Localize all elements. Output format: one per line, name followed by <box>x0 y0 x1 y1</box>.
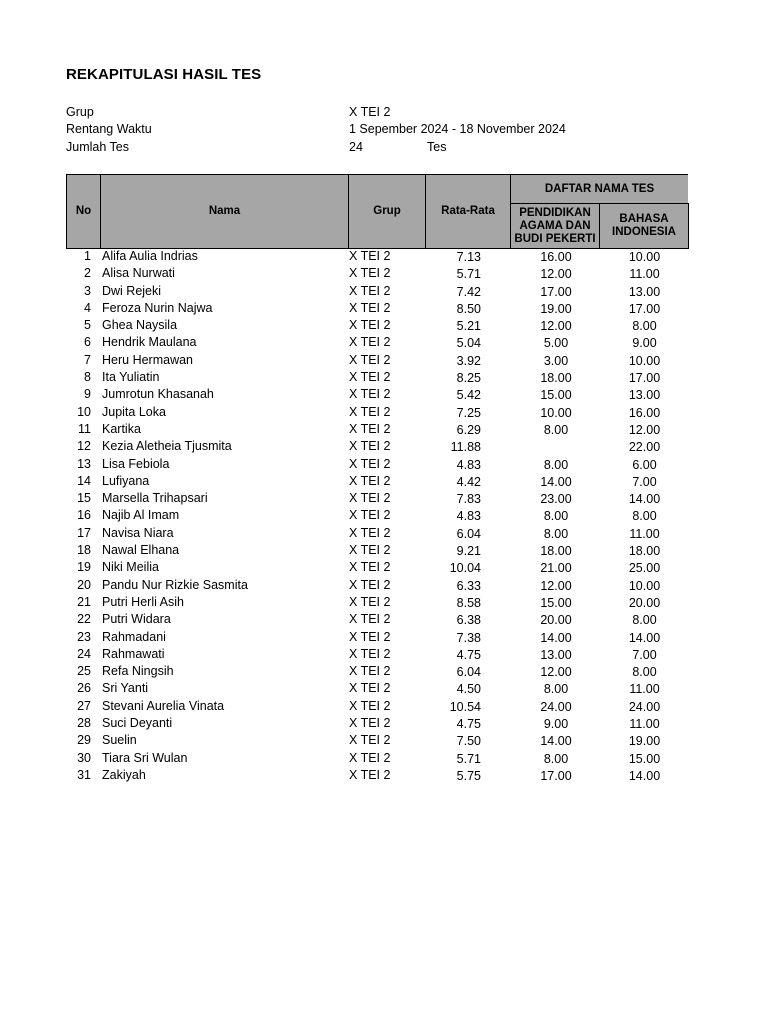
row-no: 30 <box>77 750 91 765</box>
row-grup: X TEI 2 <box>349 664 391 679</box>
row-rata-rata: 4.83 <box>456 457 481 472</box>
row-score-bahasa: 17.00 <box>628 371 661 386</box>
rentang-waktu-label: Rentang Waktu <box>66 122 152 136</box>
row-nama: Marsella Trihapsari <box>102 491 208 506</box>
row-no: 24 <box>77 646 91 661</box>
row-no: 15 <box>77 491 91 506</box>
row-score-bahasa: 8.00 <box>632 613 657 628</box>
row-score-bahasa: 14.00 <box>628 630 661 645</box>
table-row <box>66 767 688 784</box>
row-grup: X TEI 2 <box>349 352 391 367</box>
row-no: 31 <box>77 767 91 782</box>
jumlah-tes-label: Jumlah Tes <box>66 140 129 154</box>
row-rata-rata: 7.42 <box>456 284 481 299</box>
row-rata-rata: 6.38 <box>456 613 481 628</box>
row-score-agama: 12.00 <box>540 267 572 282</box>
table-row <box>66 680 688 697</box>
row-nama: Navisa Niara <box>102 525 174 540</box>
row-score-agama: 8.00 <box>543 509 569 524</box>
row-grup: X TEI 2 <box>349 543 391 558</box>
row-nama: Ghea Naysila <box>102 318 178 333</box>
row-nama: Alifa Aulia Indrias <box>102 249 198 263</box>
row-no: 26 <box>77 681 91 696</box>
row-grup: X TEI 2 <box>349 491 391 506</box>
row-no: 27 <box>77 698 91 713</box>
row-score-bahasa: 11.00 <box>629 267 660 282</box>
row-nama: Putri Herli Asih <box>102 594 184 609</box>
table-row <box>66 456 688 473</box>
row-nama: Sri Yanti <box>102 681 149 696</box>
page-title: REKAPITULASI HASIL TES <box>66 66 262 83</box>
row-nama: Putri Widara <box>102 612 171 627</box>
row-nama: Niki Meilia <box>102 560 159 575</box>
row-grup: X TEI 2 <box>349 335 391 350</box>
header-subject-bahasa: BAHASA INDONESIA <box>599 203 689 249</box>
row-grup: X TEI 2 <box>349 266 391 281</box>
table-row <box>66 265 688 282</box>
header-rata-rata: Rata-Rata <box>425 174 511 249</box>
row-score-bahasa: 24.00 <box>628 699 661 714</box>
row-score-agama: 8.00 <box>543 526 569 541</box>
row-score-bahasa: 20.00 <box>628 595 661 610</box>
row-score-bahasa: 17.00 <box>628 301 661 316</box>
row-score-agama: 17.00 <box>540 284 572 299</box>
row-no: 16 <box>77 508 91 523</box>
row-score-agama: 20.00 <box>540 613 572 628</box>
row-grup: X TEI 2 <box>349 370 391 385</box>
row-no: 18 <box>77 543 91 558</box>
table-row <box>66 507 688 524</box>
table-row <box>66 732 688 749</box>
table-row <box>66 577 688 594</box>
row-rata-rata: 5.71 <box>456 751 481 766</box>
row-score-bahasa: 11.00 <box>629 526 660 541</box>
table-row <box>66 490 688 507</box>
row-nama: Nawal Elhana <box>102 543 180 558</box>
header-subject-agama: PENDIDIKAN AGAMA DAN BUDI PEKERTI <box>510 203 600 249</box>
row-score-bahasa: 7.00 <box>632 474 657 489</box>
row-score-agama: 8.00 <box>543 457 569 472</box>
row-grup: X TEI 2 <box>349 473 391 488</box>
row-rata-rata: 4.75 <box>456 647 481 662</box>
row-score-bahasa: 15.00 <box>628 751 661 766</box>
row-grup: X TEI 2 <box>349 577 391 592</box>
row-score-agama: 13.00 <box>540 647 572 662</box>
row-grup: X TEI 2 <box>349 594 391 609</box>
row-score-bahasa: 14.00 <box>628 768 661 783</box>
row-no: 17 <box>77 525 91 540</box>
row-nama: Heru Hermawan <box>102 352 194 367</box>
table-row <box>66 334 688 351</box>
row-score-agama: 16.00 <box>540 250 572 264</box>
table-row <box>66 750 688 767</box>
row-rata-rata: 7.83 <box>456 492 481 507</box>
row-nama: Stevani Aurelia Vinata <box>102 698 225 713</box>
row-rata-rata: 3.92 <box>456 353 481 368</box>
row-no: 14 <box>77 473 91 488</box>
results-table-body <box>66 248 688 784</box>
row-score-bahasa: 16.00 <box>628 405 661 420</box>
row-no: 3 <box>84 283 91 298</box>
row-score-bahasa: 8.00 <box>632 665 657 680</box>
row-nama: Jupita Loka <box>102 404 166 419</box>
row-rata-rata: 4.75 <box>456 717 481 732</box>
table-row <box>66 283 688 300</box>
row-score-agama: 19.00 <box>540 301 572 316</box>
row-grup: X TEI 2 <box>349 508 391 523</box>
row-rata-rata: 6.33 <box>456 578 481 593</box>
row-rata-rata: 8.25 <box>456 371 481 386</box>
row-no: 1 <box>84 249 91 263</box>
table-row <box>66 629 688 646</box>
row-score-agama: 12.00 <box>540 319 572 334</box>
row-score-bahasa: 10.00 <box>628 250 661 264</box>
row-nama: Feroza Nurin Najwa <box>102 300 213 315</box>
row-no: 23 <box>77 629 91 644</box>
row-nama: Zakiyah <box>102 767 146 782</box>
row-score-bahasa: 18.00 <box>628 544 661 559</box>
row-score-agama: 8.00 <box>543 682 569 697</box>
row-rata-rata: 5.75 <box>456 768 481 783</box>
row-no: 12 <box>77 439 91 454</box>
row-no: 29 <box>77 733 91 748</box>
table-row <box>66 698 688 715</box>
row-score-agama: 23.00 <box>540 492 572 507</box>
row-nama: Pandu Nur Rizkie Sasmita <box>102 577 248 592</box>
row-score-agama: 9.00 <box>543 717 569 732</box>
row-grup: X TEI 2 <box>349 698 391 713</box>
row-grup: X TEI 2 <box>349 300 391 315</box>
row-grup: X TEI 2 <box>349 421 391 436</box>
table-row <box>66 352 688 369</box>
jumlah-tes-value: 24 <box>349 140 363 154</box>
row-rata-rata: 9.21 <box>456 544 481 559</box>
row-grup: X TEI 2 <box>349 716 391 731</box>
row-score-agama: 14.00 <box>540 734 572 749</box>
row-rata-rata: 4.50 <box>456 682 481 697</box>
row-grup: X TEI 2 <box>349 404 391 419</box>
row-nama: Jumrotun Khasanah <box>102 387 214 402</box>
row-rata-rata: 6.29 <box>456 422 481 437</box>
header-grup: Grup <box>348 174 426 249</box>
row-nama: Lufiyana <box>102 473 150 488</box>
row-score-bahasa: 8.00 <box>632 319 657 334</box>
row-no: 8 <box>84 370 91 385</box>
grup-label: Grup <box>66 105 94 119</box>
row-score-agama: 21.00 <box>540 561 572 576</box>
row-score-bahasa: 10.00 <box>628 578 661 593</box>
table-row <box>66 715 688 732</box>
table-row <box>66 559 688 576</box>
row-grup: X TEI 2 <box>349 629 391 644</box>
row-grup: X TEI 2 <box>349 283 391 298</box>
row-score-bahasa: 14.00 <box>628 492 661 507</box>
jumlah-tes-unit: Tes <box>427 140 447 154</box>
grup-value: X TEI 2 <box>349 105 391 119</box>
row-nama: Suci Deyanti <box>102 716 173 731</box>
table-row <box>66 525 688 542</box>
row-score-bahasa: 8.00 <box>632 509 657 524</box>
row-rata-rata: 10.54 <box>449 699 481 714</box>
row-nama: Rahmawati <box>102 646 165 661</box>
row-rata-rata: 4.42 <box>456 474 481 489</box>
row-rata-rata: 8.58 <box>456 595 481 610</box>
row-score-agama: 14.00 <box>540 474 572 489</box>
row-grup: X TEI 2 <box>349 525 391 540</box>
row-score-agama: 17.00 <box>540 768 572 783</box>
row-score-agama: 5.00 <box>543 336 569 351</box>
row-rata-rata: 7.25 <box>456 405 481 420</box>
row-no: 22 <box>77 612 91 627</box>
table-row <box>66 404 688 421</box>
table-row <box>66 473 688 490</box>
row-grup: X TEI 2 <box>349 612 391 627</box>
row-rata-rata: 11.88 <box>450 440 481 455</box>
header-daftar-nama-tes: DAFTAR NAMA TES <box>510 174 688 203</box>
row-rata-rata: 6.04 <box>456 665 481 680</box>
row-score-bahasa: 19.00 <box>628 734 661 749</box>
table-row <box>66 611 688 628</box>
row-no: 7 <box>84 352 91 367</box>
row-grup: X TEI 2 <box>349 767 391 782</box>
row-rata-rata: 5.71 <box>456 267 481 282</box>
row-nama: Kartika <box>102 421 141 436</box>
row-rata-rata: 7.13 <box>456 250 481 264</box>
row-no: 13 <box>77 456 91 471</box>
row-score-agama: 15.00 <box>540 595 572 610</box>
row-no: 28 <box>77 716 91 731</box>
row-nama: Dwi Rejeki <box>102 283 162 298</box>
row-no: 19 <box>77 560 91 575</box>
table-row <box>66 542 688 559</box>
row-score-agama: 12.00 <box>540 578 572 593</box>
row-rata-rata: 5.42 <box>456 388 481 403</box>
row-score-bahasa: 6.00 <box>632 457 657 472</box>
row-rata-rata: 4.83 <box>456 509 481 524</box>
rentang-waktu-value: 1 Sepember 2024 - 18 November 2024 <box>349 122 566 136</box>
row-nama: Kezia Aletheia Tjusmita <box>102 439 232 454</box>
row-no: 6 <box>84 335 91 350</box>
table-row <box>66 646 688 663</box>
row-rata-rata: 5.21 <box>456 319 481 334</box>
row-nama: Rahmadani <box>102 629 166 644</box>
row-score-bahasa: 7.00 <box>632 647 657 662</box>
table-row <box>66 317 688 334</box>
table-row <box>66 386 688 403</box>
row-no: 21 <box>77 594 91 609</box>
row-nama: Suelin <box>102 733 137 748</box>
row-grup: X TEI 2 <box>349 387 391 402</box>
row-score-agama: 10.00 <box>540 405 572 420</box>
row-rata-rata: 10.04 <box>449 561 481 576</box>
table-row <box>66 248 688 265</box>
row-no: 10 <box>77 404 91 419</box>
row-rata-rata: 5.04 <box>456 336 481 351</box>
row-grup: X TEI 2 <box>349 560 391 575</box>
row-no: 25 <box>77 664 91 679</box>
row-no: 4 <box>84 300 91 315</box>
table-row <box>66 594 688 611</box>
row-no: 5 <box>84 318 91 333</box>
row-no: 9 <box>84 387 91 402</box>
header-nama: Nama <box>100 174 349 249</box>
row-nama: Alisa Nurwati <box>102 266 175 281</box>
row-score-bahasa: 22.00 <box>628 440 661 455</box>
row-grup: X TEI 2 <box>349 733 391 748</box>
row-score-bahasa: 12.00 <box>628 422 661 437</box>
row-score-agama: 14.00 <box>540 630 572 645</box>
row-grup: X TEI 2 <box>349 681 391 696</box>
row-score-agama: 15.00 <box>540 388 572 403</box>
row-grup: X TEI 2 <box>349 646 391 661</box>
row-score-bahasa: 9.00 <box>632 336 657 351</box>
row-no: 2 <box>84 266 91 281</box>
row-score-agama: 3.00 <box>543 353 569 368</box>
row-rata-rata: 8.50 <box>456 301 481 316</box>
header-no: No <box>66 174 101 249</box>
table-row <box>66 438 688 455</box>
row-score-agama: 18.00 <box>540 371 572 386</box>
row-nama: Lisa Febiola <box>102 456 170 471</box>
row-no: 11 <box>78 421 91 436</box>
row-score-bahasa: 10.00 <box>628 353 661 368</box>
row-no: 20 <box>77 577 91 592</box>
row-rata-rata: 7.50 <box>456 734 481 749</box>
row-score-bahasa: 11.00 <box>629 682 660 697</box>
row-score-agama: 12.00 <box>540 665 572 680</box>
row-nama: Najib Al Imam <box>102 508 180 523</box>
row-score-bahasa: 11.00 <box>629 717 660 732</box>
row-score-bahasa: 13.00 <box>628 284 661 299</box>
table-row <box>66 663 688 680</box>
row-grup: X TEI 2 <box>349 439 391 454</box>
row-nama: Ita Yuliatin <box>102 370 160 385</box>
row-score-agama: 8.00 <box>543 422 569 437</box>
table-row <box>66 421 688 438</box>
table-row <box>66 300 688 317</box>
row-score-agama: 18.00 <box>540 544 572 559</box>
row-grup: X TEI 2 <box>349 318 391 333</box>
row-grup: X TEI 2 <box>349 456 391 471</box>
row-nama: Hendrik Maulana <box>102 335 197 350</box>
row-score-bahasa: 13.00 <box>628 388 661 403</box>
row-grup: X TEI 2 <box>349 750 391 765</box>
row-rata-rata: 6.04 <box>456 526 481 541</box>
row-score-agama: 8.00 <box>543 751 569 766</box>
row-score-bahasa: 25.00 <box>628 561 661 576</box>
row-nama: Tiara Sri Wulan <box>102 750 188 765</box>
table-row <box>66 369 688 386</box>
row-grup: X TEI 2 <box>349 249 391 263</box>
row-score-agama: 24.00 <box>540 699 572 714</box>
row-rata-rata: 7.38 <box>456 630 481 645</box>
row-nama: Refa Ningsih <box>102 664 174 679</box>
